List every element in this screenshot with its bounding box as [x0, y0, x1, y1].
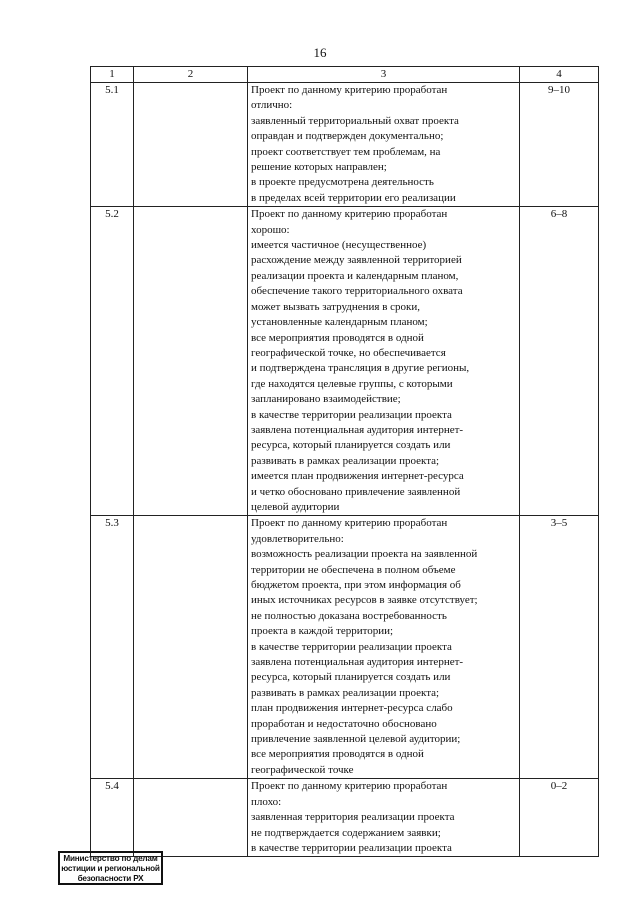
description-line: проекта в каждой территории;: [251, 625, 394, 638]
description-line: не подтверждается содержанием заявки;: [251, 826, 441, 839]
description-line: план продвижения интернет-ресурса слабо: [251, 702, 453, 715]
criteria-table: [90, 66, 599, 857]
criterion-description: [248, 83, 520, 207]
description-line: географической точке: [251, 763, 354, 776]
description-line: отлично:: [251, 99, 293, 112]
column-header-4: 4: [520, 67, 599, 83]
description-line: в качестве территории реализации проекта: [251, 841, 452, 854]
score-range: 6–8: [520, 207, 599, 516]
page-number: 16: [313, 45, 327, 60]
score-range: 9–10: [520, 83, 599, 207]
description-line: удовлетворительно:: [251, 532, 344, 545]
description-line: в пределах всей территории его реализации: [251, 191, 456, 204]
description-line: в качестве территории реализации проекта: [251, 408, 452, 421]
column-header-2: 2: [134, 67, 248, 83]
description-line: и четко обосновано привлечение заявленной: [251, 485, 461, 498]
description-line: где находятся целевые группы, с которыми: [251, 377, 453, 390]
description-line: бюджетом проекта, при этом информация об: [251, 579, 461, 591]
description-line: целевой аудитории: [251, 500, 340, 513]
description-line: заявленная территория реализации проекта: [251, 811, 455, 824]
description-line: в проекте предусмотрена деятельность: [251, 176, 434, 189]
description-line: запланировано взаимодействие;: [251, 393, 401, 406]
criterion-number: 5.4: [91, 779, 134, 857]
criterion-number: 5.2: [91, 207, 134, 516]
table-row: [91, 83, 599, 207]
score-range: 3–5: [520, 516, 599, 779]
ministry-stamp: [58, 851, 163, 885]
description-line: Проект по данному критерию проработан: [251, 517, 448, 530]
stamp-line: Министерство по делам: [63, 854, 158, 863]
description-line: развивать в рамках реализации проекта;: [251, 454, 440, 467]
description-line: Проект по данному критерию проработан: [251, 208, 448, 221]
description-line: все мероприятия проводятся в одной: [251, 331, 424, 344]
description-line: привлечение заявленной целевой аудитории;: [251, 733, 461, 746]
empty-cell: [134, 207, 248, 516]
description-line: возможность реализации проекта на заявленной: [251, 548, 478, 561]
criterion-description: [248, 207, 520, 516]
description-line: иных источниках ресурсов в заявке отсутствует;: [251, 594, 478, 607]
column-header-3: 3: [248, 67, 520, 83]
description-line: имеется частичное (несущественное): [251, 239, 427, 252]
criterion-number: 5.1: [91, 83, 134, 207]
description-line: заявлена потенциальная аудитория интернет-: [251, 656, 464, 669]
criterion-description: [248, 779, 520, 857]
description-line: заявлена потенциальная аудитория интернет-: [251, 423, 464, 436]
description-line: территории не обеспечена в полном объеме: [251, 563, 456, 576]
description-line: ресурса, который планируется создать или: [251, 439, 451, 452]
description-line: хорошо:: [251, 223, 290, 236]
description-line: все мероприятия проводятся в одной: [251, 748, 424, 761]
description-line: Проект по данному критерию проработан: [251, 84, 448, 96]
description-line: в качестве территории реализации проекта: [251, 640, 452, 653]
criterion-number: 5.3: [91, 516, 134, 779]
criterion-description: [248, 516, 520, 779]
table-row: [91, 516, 599, 779]
score-range: 0–2: [520, 779, 599, 857]
description-line: установленные календарным планом;: [251, 316, 428, 329]
description-line: не полностью доказана востребованность: [251, 609, 447, 622]
description-line: ресурса, который планируется создать или: [251, 671, 451, 684]
empty-cell: [134, 83, 248, 207]
description-line: географической точке, но обеспечивается: [251, 346, 446, 359]
description-line: и подтверждена трансляция в другие регионы,: [251, 362, 470, 375]
description-line: заявленный территориальный охват проекта: [251, 114, 459, 127]
description-line: проект соответствует тем проблемам, на: [251, 145, 441, 158]
empty-cell: [134, 516, 248, 779]
description-line: обеспечение такого территориального охвата: [251, 285, 463, 298]
column-header-1: 1: [91, 67, 134, 83]
table-row: [91, 779, 599, 857]
table-header-row: [91, 67, 599, 83]
description-line: развивать в рамках реализации проекта;: [251, 686, 440, 699]
description-line: расхождение между заявленной территорией: [251, 254, 462, 267]
table-row: [91, 207, 599, 516]
description-line: плохо:: [251, 795, 282, 808]
empty-cell: [134, 779, 248, 857]
description-line: решение которых направлен;: [251, 161, 387, 174]
stamp-line: юстиции и региональной: [61, 864, 160, 873]
description-line: реализации проекта и календарным планом,: [251, 269, 459, 282]
description-line: проработан и недостаточно обосновано: [251, 717, 437, 730]
stamp-line: безопасности РХ: [77, 874, 144, 883]
description-line: Проект по данному критерию проработан: [251, 780, 448, 793]
description-line: может вызвать затруднения в сроки,: [251, 300, 421, 313]
description-line: имеется план продвижения интернет-ресурса: [251, 470, 464, 483]
description-line: оправдан и подтвержден документально;: [251, 130, 444, 143]
